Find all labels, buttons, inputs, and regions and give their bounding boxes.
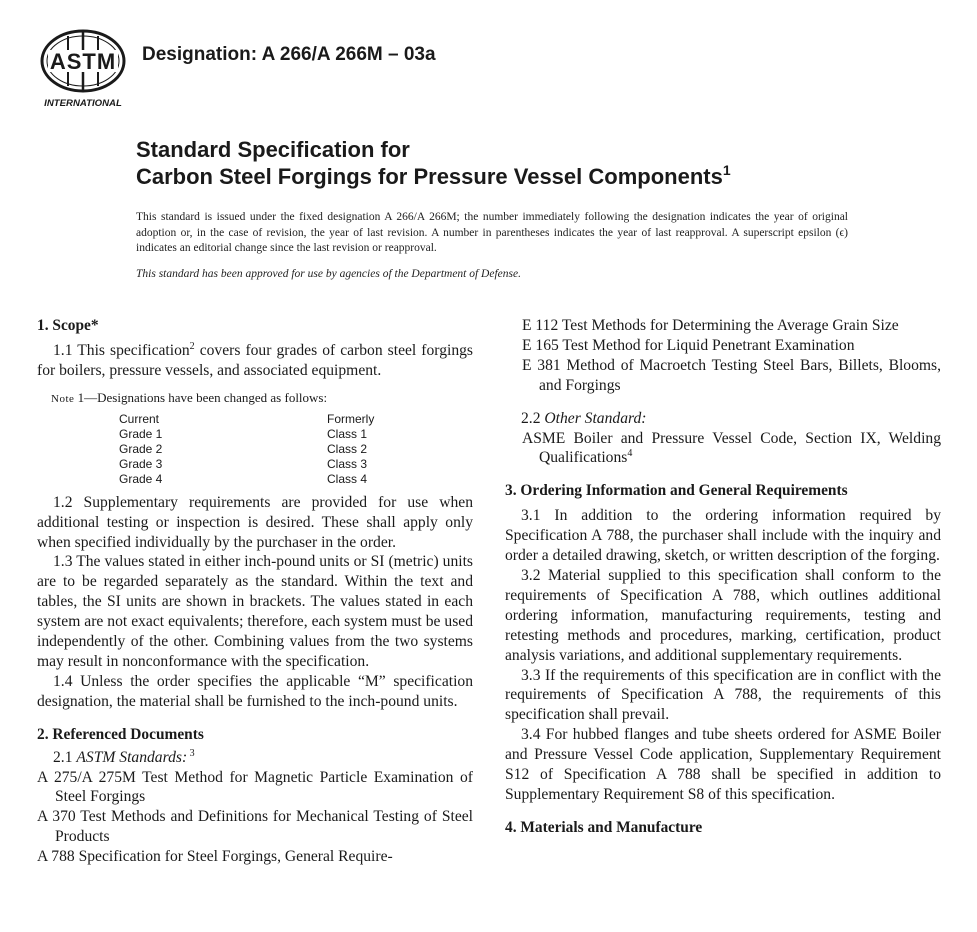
table-cell: Grade 4	[119, 471, 163, 486]
section-referenced-documents-heading: 2. Referenced Documents	[37, 725, 204, 743]
para-1-1-start: 1.1 This specification	[53, 341, 190, 359]
left-column	[37, 316, 473, 867]
note-label: Note	[51, 392, 75, 405]
para-2-2	[505, 409, 941, 429]
astm-logo-mark	[38, 28, 128, 110]
title-footnote: 1	[722, 162, 731, 178]
para-2-2-number: 2.2	[521, 409, 545, 427]
table-row	[37, 472, 374, 487]
para-3-3: 3.3 If the requirements of this specification are in conflict with the requirements of Specification A 788, the requirements of this specification shall prevail.	[505, 666, 941, 724]
table-cell: Grade 1	[119, 426, 163, 441]
logo-letters: ASTM	[49, 49, 117, 74]
standard-notice: This standard is issued under the fixed designation A 266/A 266M; the number immediately following the designation indicates the year of original adoption or, in the case of revision, the year of last revision. A number in parentheses indicates the year of last reapproval. A superscript epsilon (ϵ) indicates an editorial change since the last revision or reapproval.	[136, 211, 848, 254]
para-3-2: 3.2 Material supplied to this specification shall conform to the requirements of Specification A 788, which outlines additional ordering information, manufacturing requirements, testing and retesting methods and procedures, marking, certification, product analysis variations, and additional supplementary requirements.	[505, 566, 941, 664]
section-materials-heading: 4. Materials and Manufacture	[505, 818, 703, 836]
other-standard-label: Other Standard:	[544, 409, 647, 427]
para-1-1	[37, 341, 473, 381]
table-cell: Class 4	[327, 471, 368, 486]
astm-logo	[38, 28, 128, 110]
grade-designation-table	[37, 412, 374, 487]
note-1	[51, 389, 473, 408]
astm-standards-label: ASTM Standards:	[76, 748, 188, 766]
footnote-3: 3	[187, 747, 195, 759]
section-ordering-heading: 3. Ordering Information and General Requirements	[505, 482, 848, 500]
para-1-3: 1.3 The values stated in either inch-pound units or SI (metric) units are to be regarded separately as the standard. Within the text and tables, the SI units are shown in brackets. The values stated in each system are not exact equivalents; therefore, each system must be used independently of the other. Combining values from the two systems may result in nonconformance with the specification.	[37, 553, 473, 670]
para-2-1-number: 2.1	[53, 748, 77, 766]
reference-a275: A 275/A 275M Test Method for Magnetic Particle Examination of Steel Forgings	[37, 768, 473, 806]
table-row	[37, 427, 374, 442]
table-row	[37, 457, 374, 472]
reference-a788: A 788 Specification for Steel Forgings, General Require-	[37, 848, 393, 866]
right-column	[505, 316, 941, 838]
para-1-2: 1.2 Supplementary requirements are provided for use when additional testing or inspection is desired. These shall apply only when specified individually by the purchaser in the order.	[37, 493, 473, 551]
footnote-2: 2	[189, 340, 195, 352]
reference-asme	[522, 429, 941, 469]
asme-text: ASME Boiler and Pressure Vessel Code, Section IX, Welding Qualifications	[522, 429, 941, 467]
logo-international: INTERNATIONAL	[44, 98, 122, 109]
para-1-4: 1.4 Unless the order specifies the applicable “M” specification designation, the material shall be furnished to the inch-pound units.	[37, 672, 473, 710]
table-cell: Grade 2	[119, 441, 163, 456]
reference-e112: E 112 Test Methods for Determining the Average Grain Size	[522, 317, 899, 334]
reference-e381: E 381 Method of Macroetch Testing Steel Bars, Billets, Blooms, and Forgings	[522, 356, 941, 394]
reference-a370: A 370 Test Methods and Definitions for Mechanical Testing of Steel Products	[37, 808, 473, 846]
note-text: 1—Designations have been changed as follows:	[74, 389, 328, 405]
table-row	[37, 442, 374, 457]
reference-e165: E 165 Test Method for Liquid Penetrant Examination	[522, 336, 855, 354]
table-cell: Grade 3	[119, 456, 163, 471]
title-line-2	[136, 163, 731, 190]
table-header-row	[37, 412, 374, 427]
title-main: Carbon Steel Forgings for Pressure Vessel Components	[136, 164, 723, 189]
table-cell: Class 3	[327, 456, 368, 471]
dod-approval: This standard has been approved for use by agencies of the Department of Defense.	[136, 268, 521, 280]
footnote-4: 4	[627, 448, 633, 460]
para-3-4: 3.4 For hubbed flanges and tube sheets ordered for ASME Boiler and Pressure Vessel Code application, Supplementary Requirement S12 of Specification A 788 shall be specified in addition to Supplementary Requirement S8 of this specification.	[505, 726, 941, 803]
table-cell: Class 1	[327, 426, 368, 441]
table-header-current: Current	[119, 411, 160, 426]
para-1-1-end: covers four grades of carbon steel forgings for boilers, pressure vessels, and associated equipment.	[37, 341, 473, 379]
document-title	[136, 136, 731, 190]
section-scope-heading: 1. Scope*	[37, 317, 99, 334]
title-line-1: Standard Specification for	[136, 137, 410, 162]
para-3-1: 3.1 In addition to the ordering information required by Specification A 788, the purchaser shall include with the inquiry and order a detailed drawing, sketch, or written description of the forging.	[505, 507, 941, 565]
para-2-1	[37, 748, 473, 768]
table-header-formerly: Formerly	[327, 411, 375, 426]
table-cell: Class 2	[327, 441, 368, 456]
designation: Designation: A 266/A 266M – 03a	[142, 44, 436, 65]
